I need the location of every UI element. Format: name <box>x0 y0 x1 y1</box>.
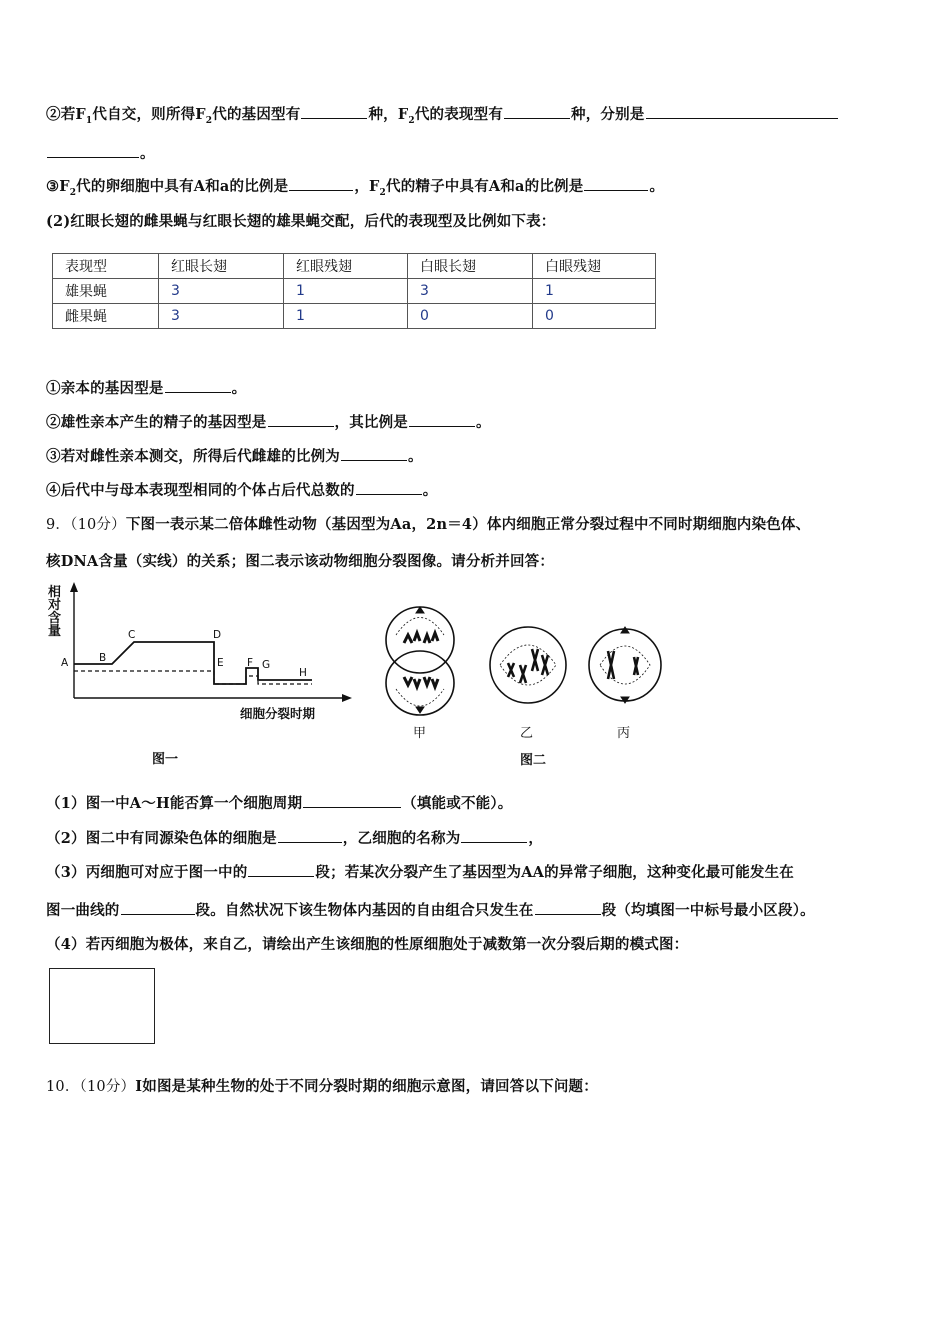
cell-bing <box>589 627 661 703</box>
y-axis-label-char: 对 <box>48 598 62 613</box>
q8-item3-text: ，F <box>354 178 380 195</box>
figure-one-caption: 图一 <box>152 752 179 767</box>
q8-item2-cont <box>46 142 155 163</box>
q9-p2-text: ，乙细胞的名称为 <box>342 830 461 847</box>
table-cell: 雌果蝇 <box>53 304 159 329</box>
figure-two-caption: 图二 <box>520 753 547 768</box>
q8-sub2-text: ②雄性亲本产生的精子的基因型是 <box>46 414 267 431</box>
table-cell: 1 <box>533 279 656 304</box>
q9-p1-line <box>46 792 513 813</box>
q9-p3-text: （3）丙细胞可对应于图一中的 <box>46 864 248 881</box>
q10-stem-text: I如图是某种生物的处于不同分裂时期的细胞示意图，请回答以下问题： <box>135 1078 598 1095</box>
figure-two-cells <box>380 605 680 775</box>
y-axis-label-char: 量 <box>48 624 62 639</box>
period: 。 <box>476 414 491 431</box>
point-label: B <box>99 652 107 664</box>
answer-blank[interactable] <box>504 104 570 119</box>
table-cell: 3 <box>159 304 284 329</box>
answer-blank[interactable] <box>289 176 353 191</box>
table-header: 红眼残翅 <box>284 254 408 279</box>
table-header-row <box>53 254 656 279</box>
table-header: 表现型 <box>53 254 159 279</box>
y-axis-arrow-icon <box>70 582 78 592</box>
cell-label: 乙 <box>520 726 534 741</box>
answer-blank[interactable] <box>278 828 342 843</box>
q9-p3-text: 段（均填图一中标号最小区段）。 <box>601 902 815 919</box>
table-cell: 0 <box>408 304 533 329</box>
q8-item2-text: 代自交，则所得F <box>92 106 206 123</box>
q9-p3-text: 图一曲线的 <box>46 902 120 919</box>
q8-sub4-line <box>46 479 437 500</box>
point-label: F <box>247 657 254 669</box>
q8-sub2-text: ，其比例是 <box>334 414 408 431</box>
q8-item2-line <box>46 103 839 126</box>
table-cell: 雄果蝇 <box>53 279 159 304</box>
q8-item2-text: ②若F <box>46 106 86 123</box>
cell-jia <box>386 607 454 715</box>
answer-blank[interactable] <box>409 412 475 427</box>
q8-sub3-line <box>46 445 423 466</box>
figure-one-graph <box>44 580 364 770</box>
q8-item3-line <box>46 175 664 198</box>
table-header: 白眼长翅 <box>408 254 533 279</box>
q8-item2-text: 代的基因型有 <box>212 106 301 123</box>
q8-sub1-line <box>46 377 246 398</box>
q8-item3-text: 代的卵细胞中具有A和a的比例是 <box>76 178 289 195</box>
q8-sub4-text: ④后代中与母本表现型相同的个体占后代总数的 <box>46 482 355 499</box>
dna-content-line <box>74 642 312 684</box>
q9-p4-line: （4）若丙细胞为极体，来自乙，请绘出产生该细胞的性原细胞处于减数第一次分裂后期的模式图： <box>46 936 689 953</box>
q8-item2-text: 种，F <box>368 106 409 123</box>
q8-item2-text: 代的表现型有 <box>414 106 504 123</box>
q8-sub1-text: ①亲本的基因型是 <box>46 380 164 397</box>
subscript: 2 <box>379 187 386 198</box>
q9-p1-text: （1）图一中A～H能否算一个细胞周期 <box>46 795 303 812</box>
q8-sub3-text: ③若对雌性亲本测交，所得后代雌雄的比例为 <box>46 448 340 465</box>
answer-blank[interactable] <box>356 480 422 495</box>
point-label: C <box>128 629 136 641</box>
q9-p2-text: ， <box>528 830 544 847</box>
answer-blank[interactable] <box>301 104 367 119</box>
x-axis-label: 细胞分裂时期 <box>240 706 316 721</box>
q9-p3-line2 <box>46 899 815 920</box>
subscript: 2 <box>205 115 213 126</box>
cell-label: 丙 <box>617 726 631 741</box>
q9-p3-text: 段；若某次分裂产生了基因型为AA的异常子细胞，这种变化最可能发生在 <box>315 864 794 881</box>
answer-blank[interactable] <box>303 793 401 808</box>
answer-blank[interactable] <box>535 900 601 915</box>
answer-blank[interactable] <box>165 378 231 393</box>
answer-blank[interactable] <box>268 412 334 427</box>
q8-item3-text: ③F <box>46 178 70 195</box>
answer-blank[interactable] <box>248 862 314 877</box>
cell-yi <box>490 627 566 703</box>
table-cell: 0 <box>533 304 656 329</box>
x-axis-arrow-icon <box>342 694 352 702</box>
y-axis-label-char: 相 <box>48 585 62 600</box>
cell-label: 甲 <box>413 726 427 741</box>
period: 。 <box>408 448 423 465</box>
q8-item3-text: 代的精子中具有A和a的比例是 <box>386 178 584 195</box>
question-number: 9．（10分） <box>46 517 126 533</box>
subscript: 2 <box>408 115 415 126</box>
q8-sub2-line <box>46 411 491 432</box>
subscript: 1 <box>85 115 93 126</box>
answer-blank[interactable] <box>461 828 527 843</box>
point-label: E <box>217 657 224 669</box>
point-label: A <box>61 657 69 669</box>
q8-part2-line: (2)红眼长翅的雌果蝇与红眼长翅的雄果蝇交配，后代的表现型及比例如下表： <box>46 213 556 230</box>
q9-p2-text: （2）图二中有同源染色体的细胞是 <box>46 830 277 847</box>
q8-item2-text: 种，分别是 <box>571 106 645 123</box>
q9-p2-line <box>46 827 543 848</box>
answer-blank[interactable] <box>121 900 195 915</box>
period: 。 <box>140 145 155 162</box>
table-cell: 3 <box>159 279 284 304</box>
q10-stem-line <box>46 1075 598 1096</box>
period: 。 <box>231 380 247 397</box>
table-cell: 1 <box>284 304 408 329</box>
table-row <box>53 279 656 304</box>
table-cell: 3 <box>408 279 533 304</box>
subscript: 2 <box>69 187 77 198</box>
answer-blank[interactable] <box>341 446 407 461</box>
answer-blank[interactable] <box>47 143 139 158</box>
table-header: 白眼残翅 <box>533 254 656 279</box>
table-cell: 1 <box>284 279 408 304</box>
drawing-answer-box[interactable] <box>49 968 155 1044</box>
y-axis-label-char: 含 <box>48 611 62 626</box>
answer-blank[interactable] <box>584 176 648 191</box>
point-label: H <box>299 667 307 679</box>
table-header: 红眼长翅 <box>159 254 284 279</box>
period: 。 <box>649 178 665 195</box>
q9-p3-text: 段。自然状况下该生物体内基因的自由组合只发生在 <box>195 902 534 919</box>
question-number: 10．（10分） <box>46 1079 136 1095</box>
table-row <box>53 304 656 329</box>
phenotype-table <box>52 253 656 329</box>
chromosome-count-line <box>74 671 312 684</box>
point-label: D <box>213 629 222 641</box>
q9-stem-text: 下图一表示某二倍体雌性动物（基因型为Aa，2n＝4）体内细胞正常分裂过程中不同时期细胞内染色体、 <box>125 516 811 533</box>
q9-p3-line <box>46 861 794 882</box>
q9-stem-line2: 核DNA含量（实线）的关系；图二表示该动物细胞分裂图像。请分析并回答： <box>46 553 555 570</box>
answer-blank[interactable] <box>646 104 838 119</box>
point-label: G <box>262 659 271 671</box>
q9-p1-text: （填能或不能）。 <box>402 795 513 812</box>
period: 。 <box>422 482 438 499</box>
q9-stem-line1 <box>46 513 810 534</box>
